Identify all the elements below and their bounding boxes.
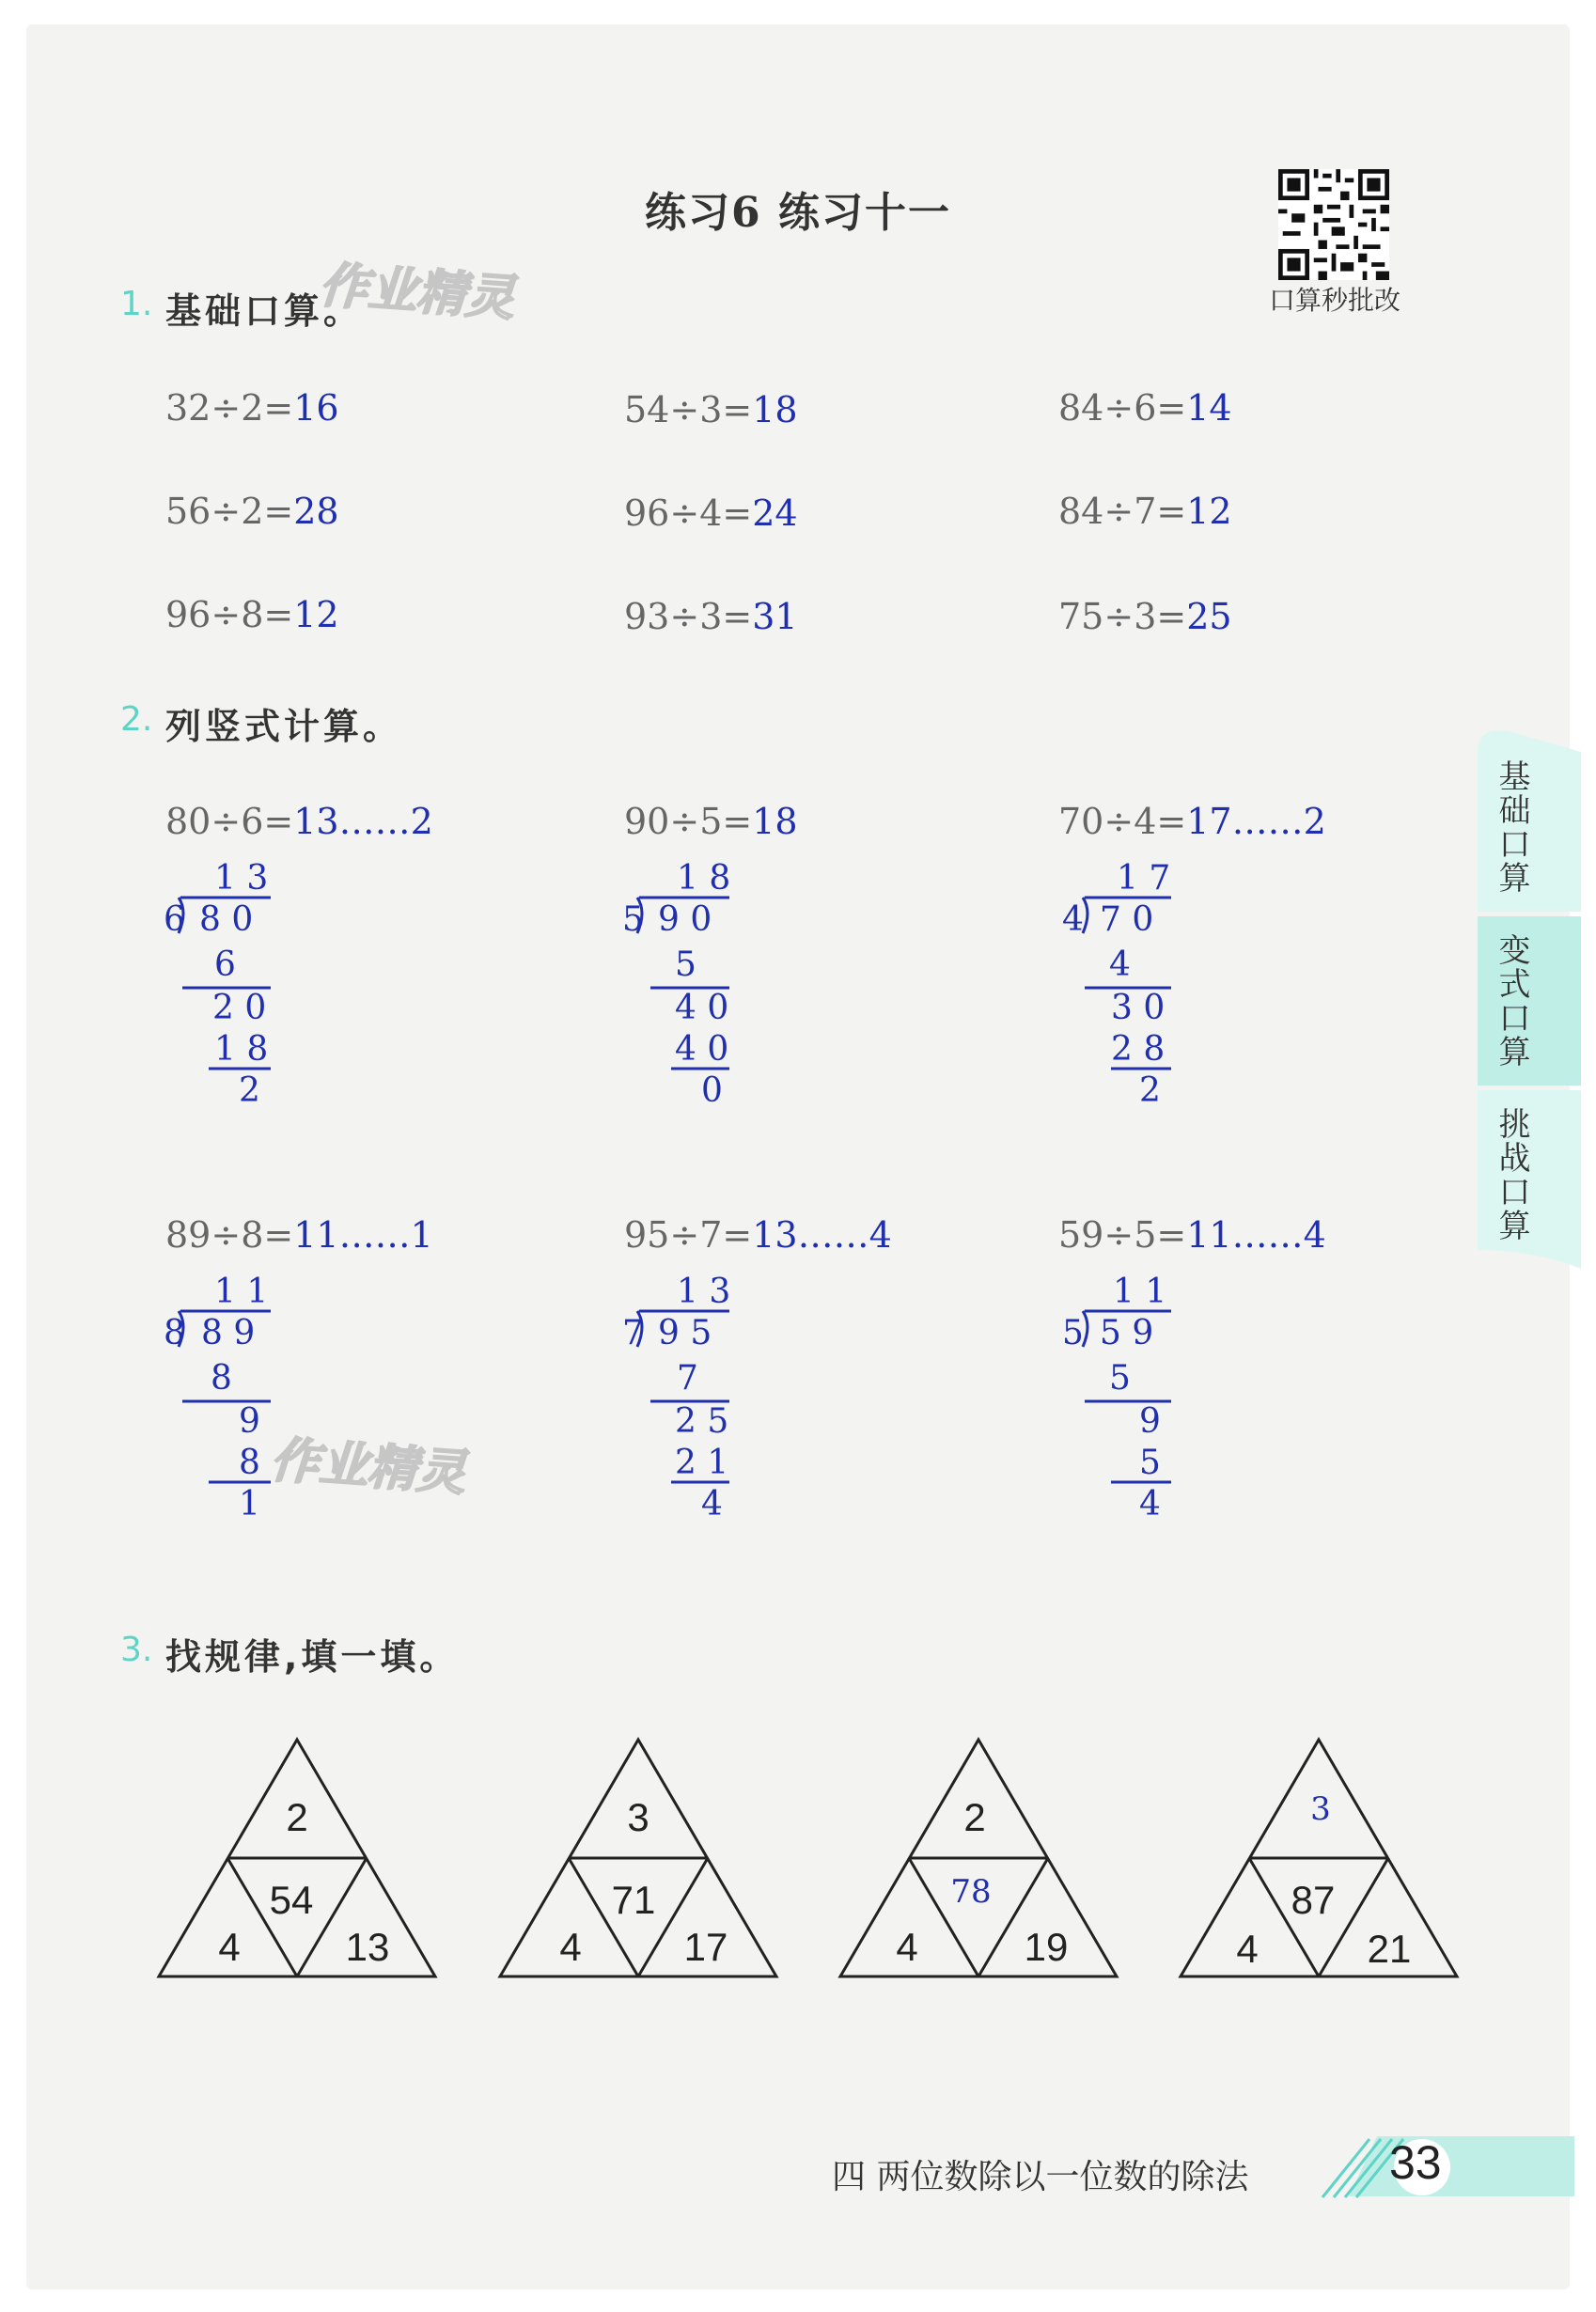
mental-math-item: 75÷3=25 xyxy=(1058,596,1232,637)
mental-math-item: 54÷3=18 xyxy=(624,389,798,430)
number-triangle xyxy=(497,1737,779,1981)
qr-code-icon[interactable] xyxy=(1278,169,1389,280)
page-number: 33 xyxy=(1389,2136,1442,2189)
mental-math-item: 56÷2=28 xyxy=(165,491,339,532)
triangle-right-value: 17 xyxy=(683,1925,728,1969)
triangle-left-value: 4 xyxy=(896,1925,918,1969)
long-division-equation: 89÷8=11……1 xyxy=(165,1214,433,1256)
mental-math-item: 93÷3=31 xyxy=(624,596,798,637)
triangle-center-value: 78 xyxy=(950,1873,992,1911)
section-1-number: 1. xyxy=(120,285,153,323)
long-division-equation: 90÷5=18 xyxy=(624,801,798,842)
mental-math-item: 96÷4=24 xyxy=(624,492,798,534)
triangle-left-value: 4 xyxy=(218,1925,241,1969)
triangle-right-value: 13 xyxy=(345,1925,390,1969)
mental-math-item: 96÷8=12 xyxy=(165,594,339,635)
triangle-center-value: 87 xyxy=(1291,1878,1336,1922)
page-title: 练习6 练习十一 xyxy=(645,189,951,237)
triangle-top-value: 2 xyxy=(963,1795,986,1839)
triangle-left-value: 4 xyxy=(1236,1927,1259,1971)
tab-challenge-mental-math[interactable]: 挑战口算 xyxy=(1493,1107,1530,1242)
watermark: 作业精灵 xyxy=(317,257,517,328)
page-number-band xyxy=(1321,2133,1574,2199)
number-triangle xyxy=(1178,1737,1460,1981)
tab-variant-mental-math[interactable]: 变式口算 xyxy=(1493,933,1530,1069)
long-division-equation: 70÷4=17……2 xyxy=(1058,801,1326,842)
triangle-top-value: 3 xyxy=(1310,1790,1331,1828)
section-3-number: 3. xyxy=(120,1631,153,1669)
triangle-right-value: 21 xyxy=(1367,1927,1412,1971)
long-division-equation: 80÷6=13……2 xyxy=(165,801,433,842)
long-division-equation: 95÷7=13……4 xyxy=(624,1214,892,1256)
number-triangle xyxy=(156,1737,438,1981)
mental-math-item: 84÷7=12 xyxy=(1058,491,1232,532)
triangle-center-value: 71 xyxy=(611,1878,656,1922)
mental-math-item: 32÷2=16 xyxy=(165,387,339,429)
triangle-top-value: 3 xyxy=(627,1795,649,1839)
triangle-top-value: 2 xyxy=(286,1795,308,1839)
triangle-left-value: 4 xyxy=(559,1925,582,1969)
chapter-footer: 四 两位数除以一位数的除法 xyxy=(832,2158,1249,2196)
number-triangle xyxy=(837,1737,1119,1981)
tab-basic-mental-math[interactable]: 基础口算 xyxy=(1493,759,1530,895)
section-1-title: 基础口算。 xyxy=(165,290,364,332)
triangle-right-value: 19 xyxy=(1024,1925,1069,1969)
mental-math-item: 84÷6=14 xyxy=(1058,387,1232,429)
long-division-equation: 59÷5=11……4 xyxy=(1058,1214,1326,1256)
section-2-number: 2. xyxy=(120,700,153,739)
watermark: 作业精灵 xyxy=(268,1431,468,1503)
section-3-title: 找规律,填一填。 xyxy=(165,1636,460,1678)
triangle-center-value: 54 xyxy=(269,1878,314,1922)
section-2-title: 列竖式计算。 xyxy=(165,706,403,747)
qr-label: 口算秒批改 xyxy=(1268,285,1400,316)
